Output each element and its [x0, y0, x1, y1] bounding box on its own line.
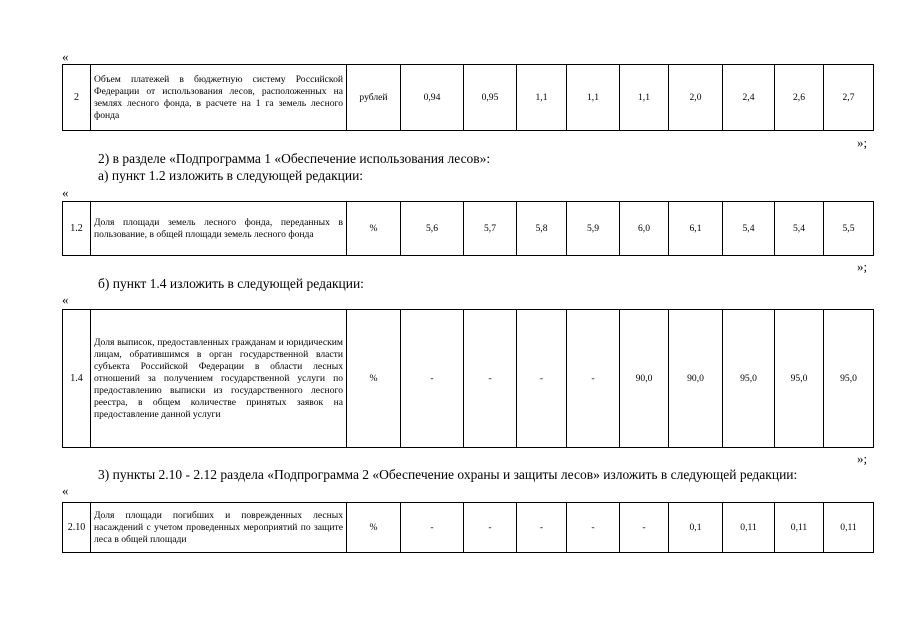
open-quote: « [62, 185, 69, 200]
value-cell: 0,94 [401, 65, 464, 131]
value-cell: - [401, 310, 464, 448]
table-row [63, 65, 874, 131]
open-quote: « [62, 292, 69, 307]
value-cell: 5,9 [567, 202, 620, 256]
row-description: Объем платежей в бюджетную систему Российской Федерации от использования лесов, расположенных на землях лесного фонда, в расчете на 1 га земель лесного фонда [91, 65, 347, 131]
value-cell: 5,4 [775, 202, 824, 256]
row-number: 2.10 [63, 503, 91, 553]
table-row [63, 310, 874, 448]
row-number: 1.2 [63, 202, 91, 256]
open-quote: « [62, 483, 69, 498]
close-quote: »; [857, 451, 868, 466]
value-cell: 2,6 [775, 65, 824, 131]
value-cell: - [517, 310, 567, 448]
table-row [63, 503, 874, 553]
value-cell: 0,11 [775, 503, 824, 553]
value-cell: - [464, 503, 517, 553]
value-cell: - [567, 310, 620, 448]
value-cell: 5,4 [723, 202, 775, 256]
value-cell: 6,1 [669, 202, 723, 256]
value-cell: - [517, 503, 567, 553]
value-cell: 95,0 [775, 310, 824, 448]
paragraph-item-1-2: а) пункт 1.2 изложить в следующей редакции: [98, 168, 364, 183]
paragraph-item-1-4: б) пункт 1.4 изложить в следующей редакции: [98, 276, 364, 291]
value-cell: - [567, 503, 620, 553]
row-description: Доля выписок, предоставленных гражданам и юридическим лицам, обратившимся в орган государственной власти субъекта Российской Федерации в области лесных отношений за получением государственной услуги по предоставлению выписки из государственного лесного реестра, в общем количестве принятых заявок на предоставление данной услуги [91, 310, 347, 448]
value-cell: - [464, 310, 517, 448]
value-cell: 5,6 [401, 202, 464, 256]
row-description: Доля площади земель лесного фонда, переданных в пользование, в общей площади земель лесного фонда [91, 202, 347, 256]
value-cell: 2,7 [824, 65, 874, 131]
value-cell: 90,0 [669, 310, 723, 448]
value-cell: 5,7 [464, 202, 517, 256]
value-cell: 2,4 [723, 65, 775, 131]
row-description: Доля площади погибших и поврежденных лесных насаждений с учетом проведенных мероприятий по защите леса в общей площади [91, 503, 347, 553]
value-cell: 0,95 [464, 65, 517, 131]
row-unit: % [347, 310, 401, 448]
value-cell: 0,1 [669, 503, 723, 553]
value-cell: 95,0 [824, 310, 874, 448]
row-number: 1.4 [63, 310, 91, 448]
value-cell: 1,1 [620, 65, 669, 131]
value-cell: 90,0 [620, 310, 669, 448]
close-quote: »; [857, 135, 868, 150]
row-unit: % [347, 202, 401, 256]
paragraph-items-2-10-2-12: 3) пункты 2.10 - 2.12 раздела «Подпрограмма 2 «Обеспечение охраны и защиты лесов» изложить в следующей редакции: [98, 467, 798, 482]
table-row [63, 202, 874, 256]
value-cell: 5,8 [517, 202, 567, 256]
table-item-1-4 [62, 309, 874, 448]
value-cell: 95,0 [723, 310, 775, 448]
value-cell: 1,1 [567, 65, 620, 131]
table-payments [62, 64, 874, 131]
value-cell: 0,11 [824, 503, 874, 553]
value-cell: - [401, 503, 464, 553]
paragraph-subprogram-1: 2) в разделе «Подпрограмма 1 «Обеспечение использования лесов»: [98, 151, 491, 166]
value-cell: - [620, 503, 669, 553]
open-quote: « [62, 49, 69, 64]
value-cell: 1,1 [517, 65, 567, 131]
row-unit: % [347, 503, 401, 553]
row-unit: рублей [347, 65, 401, 131]
row-number: 2 [63, 65, 91, 131]
value-cell: 6,0 [620, 202, 669, 256]
value-cell: 0,11 [723, 503, 775, 553]
table-item-2-10 [62, 502, 874, 553]
value-cell: 5,5 [824, 202, 874, 256]
table-item-1-2 [62, 201, 874, 256]
close-quote: »; [857, 259, 868, 274]
value-cell: 2,0 [669, 65, 723, 131]
